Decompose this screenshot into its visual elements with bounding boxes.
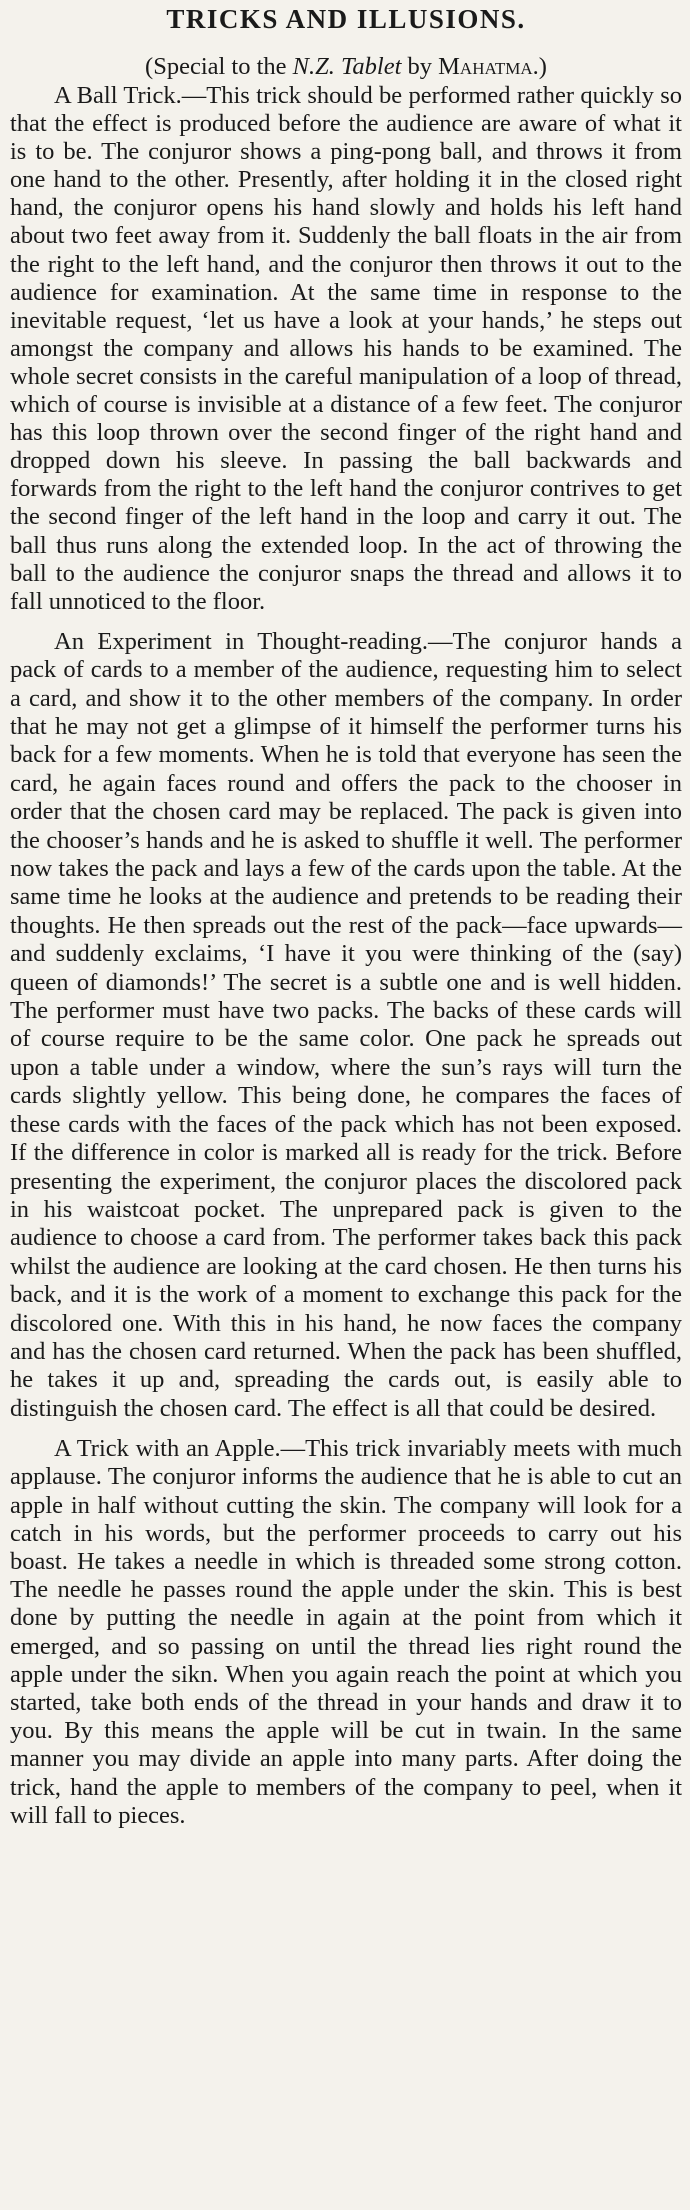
paragraph-body: This trick invariably meets with much applause. The conjuror informs the audience that he is able to cut an apple in half without cutting the skin. The company will look for a catch in his words, but the performer proceeds to carry out his boast. He takes a needle in which is threaded some strong cotton. The needle he passes round the apple under the skin. This is best done by putting the needle in again at the point from which it emerged, and so passing on until the thread lies right round the apple under the sikn. When you again reach the point at which you started, take both ends of the thread in your hands and draw it to you. By this means the apple will be cut in twain. In the same manner you may divide an apple into many parts. After doing the trick, hand the apple to members of the company to peel, when it will fall to pieces.: [10, 1435, 683, 1829]
paragraph-body: The conjuror hands a pack of cards to a member of the audience, requesting him to select a card, and show it to the other members of the company. In order that he may not get a glimpse of it himself the performer turns his back for a few moments. When he is told that everyone has seen the card, he again faces round and offers the pack to the chooser in order that the chosen card may be replaced. The pack is given into the chooser’s hands and he is asked to shuffle it well. The performer now takes the pack and lays a few of the cards upon the table. At the same time he looks at the audience and pretends to be reading their thoughts. He then spreads out the rest of the pack—face upwards—and suddenly exclaims, ‘I have it you were thinking of the (say) queen of diamonds!’ The secret is a subtle one and is well hidden. The performer must have two packs. The backs of these cards will of course require to be the same color. One pack he spreads out upon a table under a window, where the sun’s rays will turn the cards slightly yellow. This being done, he compares the faces of these cards with the faces of the pack which has not been exposed. If the difference in color is marked all is ready for the trick. Before presenting the experiment, the conjuror places the discolored pack in his waistcoat pocket. The unprepared pack is given to the audience to choose a card from. The performer takes back this pack whilst the audience are looking at the card chosen. He then turns his back, and it is the work of a moment to exchange this pack for the discolored one. With this in his hand, he now faces the company and has the chosen card returned. When the pack has been shuffled, he takes it up and, spreading the cards out, is easily able to distinguish the chosen card. The effect is all that could be desired.: [10, 627, 682, 1422]
paragraph-heading: An Experiment in Thought-reading.—: [54, 627, 453, 655]
article-title: TRICKS AND ILLUSIONS.: [166, 4, 526, 34]
byline-by: by: [401, 53, 439, 80]
paragraph-apple-trick: [10, 1435, 682, 1830]
paragraph-heading: A Trick with an Apple.—: [54, 1435, 306, 1463]
paragraph-ball-trick: [10, 82, 682, 616]
publication-name: N.Z. Tablet: [292, 53, 402, 80]
author-name: Mahatma: [438, 53, 533, 80]
byline-prefix: (Special to the: [145, 53, 293, 80]
article-byline: [10, 52, 682, 82]
byline-suffix: .): [532, 53, 547, 80]
paragraph-body: This trick should be performed rather quickly so that the effect is produced before the audience are aware of what it is to be. The conjuror shows a ping-pong ball, and throws it from one hand to the other. Presently, after holding it in the closed right hand, the conjuror opens his hand slowly and holds his left hand about two feet away from it. Suddenly the ball floats in the air from the right to the left hand, and the conjuror then throws it out to the audience for examination. At the same time in response to the inevitable request, ‘let us have a look at your hands,’ he steps out amongst the company and allows his hands to be examined. The whole secret consists in the careful manipulation of a loop of thread, which of course is invisible at a distance of a few feet. The conjuror has this loop thrown over the second finger of the right hand and dropped down his sleeve. In passing the ball backwards and forwards from the right to the left hand the conjuror contrives to get the second finger of the left hand in the loop and carry it out. The ball thus runs along the extended loop. In the act of throwing the ball to the audience the conjuror snaps the thread and allows it to fall unnoticed to the floor.: [10, 82, 682, 615]
paragraph-heading: A Ball Trick.—: [54, 82, 207, 109]
paragraph-thought-reading: [10, 628, 682, 1423]
